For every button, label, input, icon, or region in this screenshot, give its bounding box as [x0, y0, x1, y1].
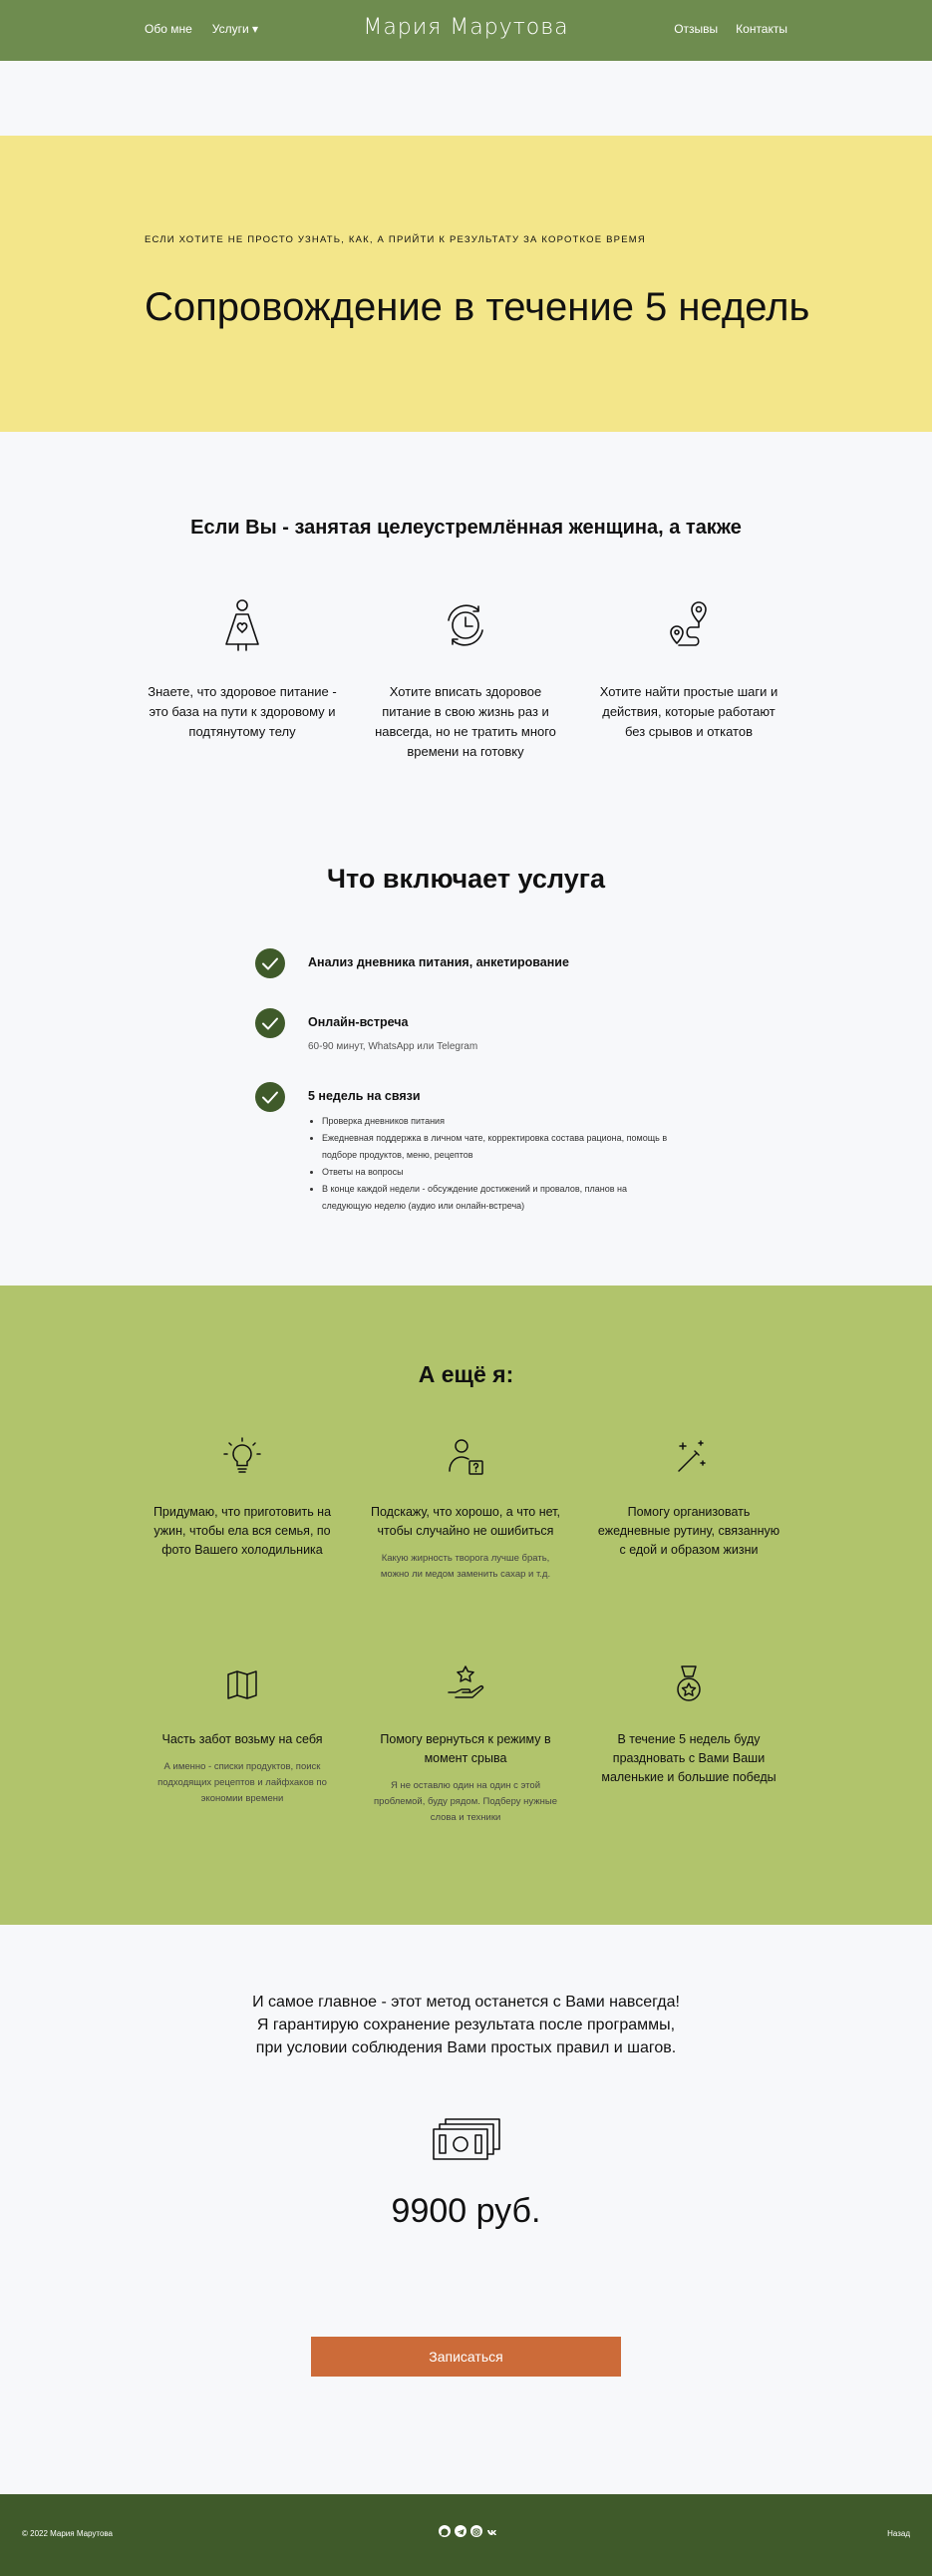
includes-title: Что включает услуга: [327, 864, 605, 894]
copyright-text: © 2022 Мария Марутова: [22, 2529, 114, 2538]
include-item-subtitle: 60-90 минут, WhatsApp или Telegram: [308, 1041, 478, 1052]
extra-item: [371, 1435, 560, 1583]
hero-title: Сопровождение в течение 5 недель: [145, 285, 810, 329]
extra-item-title: Часть забот возьму на себя: [161, 1732, 323, 1746]
include-item-title: Онлайн-встреча: [308, 1015, 409, 1029]
guarantee-line: при условии соблюдения Вами простых правил и шагов.: [255, 2039, 677, 2056]
extra-item-title: Придумаю, что приготовить на ужин, чтобы ела вся семья, по фото Вашего холодильника: [153, 1505, 332, 1557]
extra-item-desc: А именно - списки продуктов, поиск подходящих рецептов и лайфхаков по экономии времени: [157, 1761, 327, 1804]
audience-title: Если Вы - занятая целеустремлённая женщина, а также: [190, 517, 742, 539]
include-bullet: • Проверка дневников питания: [322, 1113, 674, 1130]
audience-item-text: Знаете, что здоровое питание - это база на пути к здоровому и подтянутому телу: [148, 684, 337, 739]
money-bills-icon: [432, 2117, 501, 2161]
magic-wand-icon: [667, 1435, 711, 1479]
audience-item: [594, 598, 783, 742]
guarantee-line: Я гарантирую сохранение результата после программы,: [256, 2017, 676, 2033]
signup-button[interactable]: Записаться: [311, 2337, 621, 2377]
include-item: [255, 1008, 674, 1052]
hero-section: [0, 136, 932, 432]
site-brand[interactable]: Мария Марутова: [363, 15, 569, 40]
nav-contacts-link[interactable]: Контакты: [736, 22, 787, 36]
extra-item: [148, 1662, 337, 1807]
hero-kicker: ЕСЛИ ХОТИТЕ НЕ ПРОСТО УЗНАТЬ, КАК, А ПРИЙТИ К РЕЗУЛЬТАТУ ЗА КОРОТКОЕ ВРЕМЯ: [145, 234, 646, 245]
nav-about-link[interactable]: Обо мне: [145, 22, 192, 36]
include-bullet-list: [308, 1113, 674, 1215]
extra-item: [594, 1662, 783, 1787]
audience-item-text: Хотите вписать здоровое питание в свою жизнь раз и навсегда, но не тратить много времени на готовку: [375, 684, 556, 759]
medal-icon: [667, 1662, 711, 1706]
include-bullet: • Ежедневная поддержка в личном чате, корректировка состава рациона, помощь в подборе продуктов, меню, рецептов: [322, 1130, 674, 1164]
person-question-icon: [444, 1435, 487, 1479]
extra-item-title: В течение 5 недель буду праздновать с Вами Ваши маленькие и большие победы: [601, 1732, 777, 1784]
extra-item-desc: Я не оставлю один на один с этой проблемой, буду рядом. Подберу нужные слова и техники: [374, 1780, 557, 1823]
map-icon: [220, 1662, 264, 1706]
extra-item-title: Помогу организовать ежедневные рутину, связанную с едой и образом жизни: [597, 1505, 780, 1557]
check-icon: [255, 948, 285, 978]
audience-item: [371, 598, 560, 762]
include-item: [255, 1082, 674, 1215]
clock-cycle-icon: [444, 598, 487, 652]
extra-item-title: Подскажу, что хорошо, а что нет, чтобы случайно не ошибиться: [371, 1505, 560, 1538]
woman-heart-icon: [220, 598, 264, 652]
nav-reviews-link[interactable]: Отзывы: [674, 22, 719, 36]
check-icon: [255, 1008, 285, 1038]
include-item: [255, 948, 674, 969]
price-value: 9900 руб.: [391, 2192, 541, 2230]
extra-item-desc: Какую жирность творога лучше брать, можно ли медом заменить сахар и т.д.: [380, 1553, 551, 1580]
telegram-icon[interactable]: [455, 2525, 466, 2537]
whatsapp-icon[interactable]: [439, 2525, 451, 2537]
include-item-title: Анализ дневника питания, анкетирование: [308, 955, 569, 969]
check-icon: [255, 1082, 285, 1112]
extras-section: [0, 1286, 932, 1925]
extra-item: [148, 1435, 337, 1560]
include-bullet: • Ответы на вопросы: [322, 1164, 674, 1181]
extra-item-title: Помогу вернуться к режиму в момент срыва: [380, 1732, 551, 1765]
nav-right: [674, 22, 787, 36]
social-links: [439, 2525, 498, 2537]
hand-star-icon: [444, 1662, 487, 1706]
route-pin-icon: [667, 598, 711, 652]
vk-icon[interactable]: [486, 2525, 498, 2537]
include-item-title: 5 недель на связи: [308, 1089, 421, 1103]
guarantee-line: И самое главное - этот метод останется с Вами навсегда!: [252, 1994, 680, 2011]
extra-item: [371, 1662, 560, 1826]
extra-item: [594, 1435, 783, 1560]
instagram-icon[interactable]: [470, 2525, 482, 2537]
site-header: [0, 0, 932, 61]
extras-title: А ещё я:: [418, 1361, 514, 1387]
lightbulb-icon: [220, 1435, 264, 1479]
guarantee-text: [0, 1991, 932, 2059]
nav-services-link[interactable]: Услуги ▾: [211, 22, 259, 36]
site-footer: [0, 2494, 932, 2576]
audience-item-text: Хотите найти простые шаги и действия, которые работают без срывов и откатов: [599, 684, 778, 739]
include-bullet: • В конце каждой недели - обсуждение достижений и провалов, планов на следующую неделю (аудио или онлайн-встреча): [322, 1181, 674, 1215]
audience-item: [148, 598, 337, 742]
back-link[interactable]: Назад: [887, 2529, 910, 2538]
